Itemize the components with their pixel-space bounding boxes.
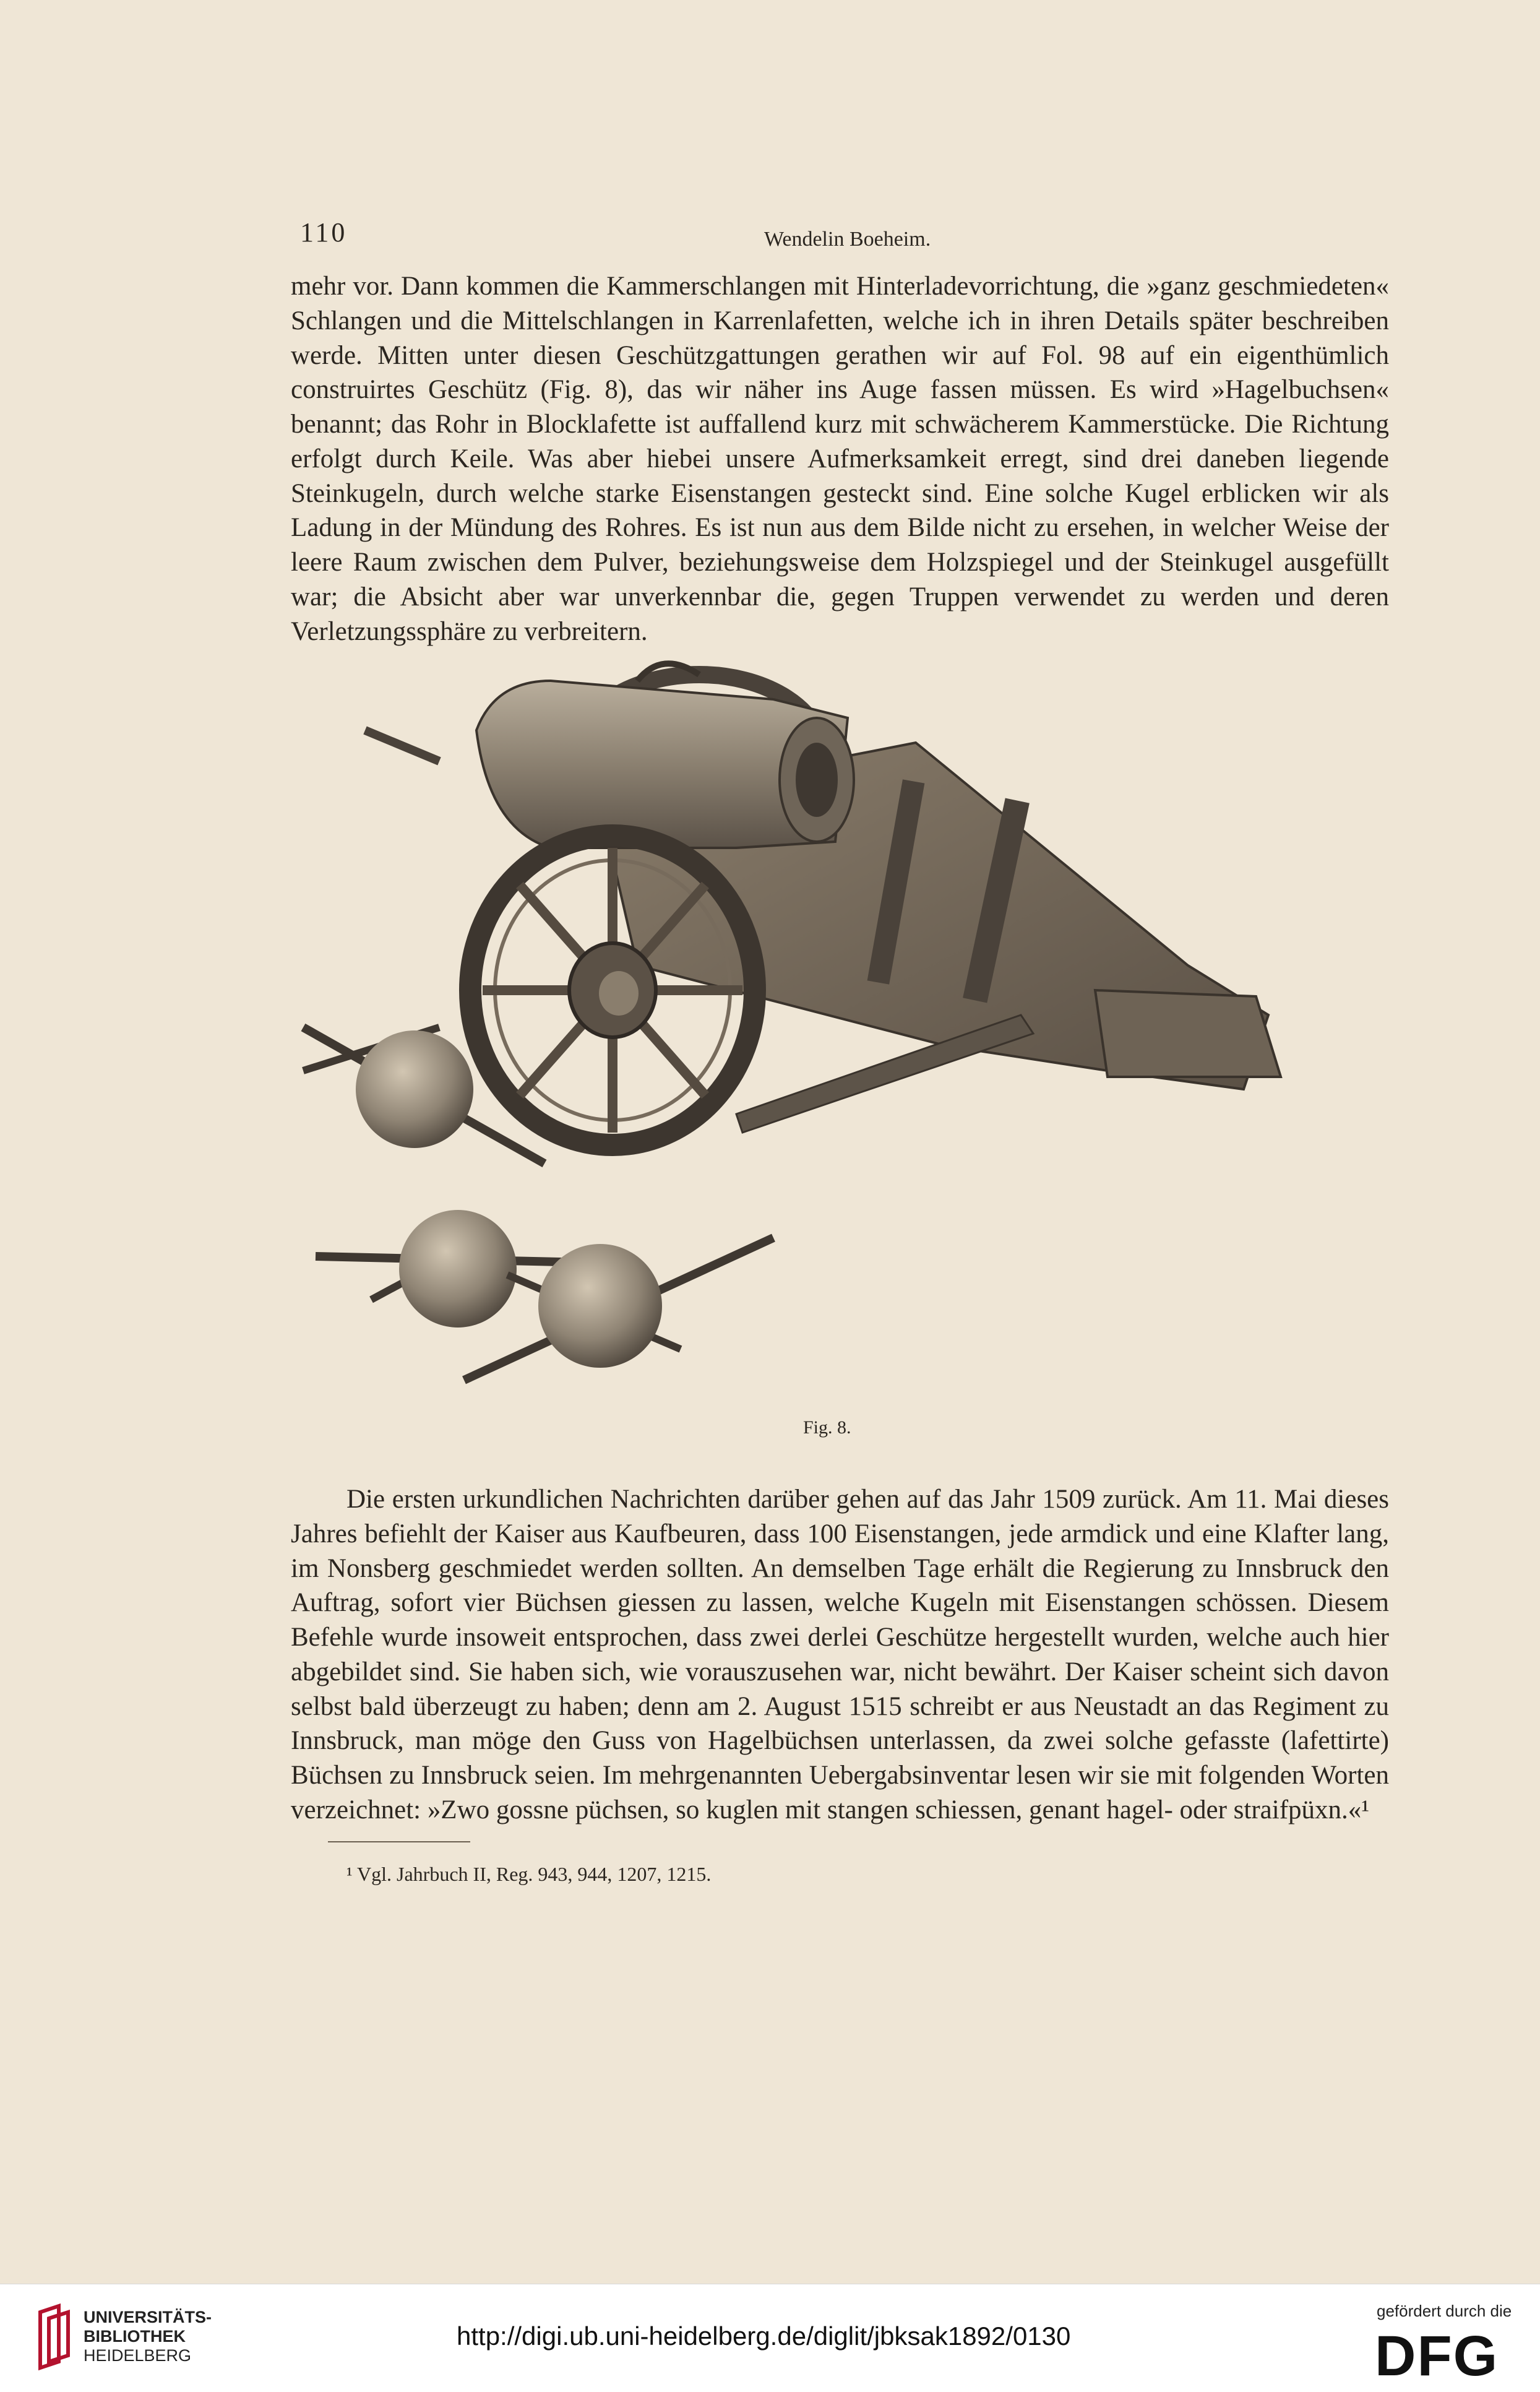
university-library-logo-icon[interactable] <box>34 2303 77 2371</box>
permalink-url[interactable]: http://digi.ub.uni-heidelberg.de/diglit/jbksak1892/0130 <box>457 2321 1071 2351</box>
footnote-rule <box>328 1841 470 1842</box>
dfg-logo[interactable]: DFG <box>1375 2325 1499 2388</box>
footnote: ¹ Vgl. Jahrbuch II, Reg. 943, 944, 1207, 1215. <box>346 1863 712 1885</box>
library-name[interactable] <box>84 2308 212 2365</box>
library-line-1: UNIVERSITÄTS- <box>84 2308 212 2326</box>
paragraph-2: Die ersten urkundlichen Nachrichten darüber gehen auf das Jahr 1509 zurück. Am 11. Mai dieses Jahres befiehlt der Kaiser aus Kaufbeuren, dass 100 Eisenstangen, jede armdick und eine Klafter lang, im Nonsberg geschmiedet werden sollten. An demselben Tage erhält die Regierung zu Innsbruck den Auftrag, sofort vier Büchsen giessen zu lassen, welche Kugeln mit Eisenstangen schössen. Diesem Befehle wurde insoweit entsprochen, dass zwei derlei Geschütze hergestellt wurden, welche auch hier abgebildet sind. Sie haben sich, wie vorauszusehen war, nicht bewährt. Der Kaiser scheint sich davon selbst bald überzeugt zu haben; denn am 2. August 1515 schreibt er aus Neustadt an das Regiment zu Innsbruck, man möge den Guss von Hagelbüchsen unterlassen, da zwei solche gefasste (lafettirte) Büchsen zu Innsbruck seien. Im mehrgenannten Uebergabsinventar lesen wir sie mit folgenden Worten verzeichnet: »Zwo gossne püchsen, so kuglen mit stangen schiessen, genant hagel- oder straifpüxn.«¹ <box>291 1485 1389 1824</box>
library-line-3: HEIDELBERG <box>84 2346 192 2365</box>
page-number: 110 <box>300 217 348 248</box>
front-wheel <box>470 835 755 1145</box>
paragraph-1: mehr vor. Dann kommen die Kammerschlangen mit Hinterladevorrichtung, die »ganz geschmiedeten« Schlangen und die Mittelschlangen in Karrenlafetten, welche ich in ihren Details später beschreiben werde. Mitten unter diesen Geschützgattungen gerathen wir auf Fol. 98 auf ein eigenthümlich construirtes Geschütz (Fig. 8), das wir näher ins Auge fassen müssen. Es wird »Hagelbuchsen« benannt; das Rohr in Blocklafette ist auffallend kurz mit schwächerem Kammerstücke. Die Richtung erfolgt durch Keile. Was aber hiebei unsere Aufmerksamkeit erregt, sind drei daneben liegende Steinkugeln, durch welche starke Eisenstangen gesteckt sind. Eine solche Kugel erblicken wir als Ladung in der Mündung des Rohres. Es ist nun aus dem Bilde nicht zu ersehen, in welcher Weise der leere Raum zwischen dem Pulver, beziehungsweise dem Holzspiegel und der Steinkugel ausgefüllt war; die Absicht aber war unverkennbar die, gegen Truppen verwendet zu werden und deren Verletzungssphäre zu verbreitern. <box>291 272 1389 646</box>
footer-bar <box>0 2284 1540 2392</box>
library-line-2: BIBLIOTHEK <box>84 2327 186 2346</box>
figure-cannon-illustration <box>291 644 1392 1405</box>
figure-caption: Fig. 8. <box>803 1417 851 1438</box>
funding-label: gefördert durch die <box>1377 2302 1512 2320</box>
running-head: Wendelin Boeheim. <box>764 228 931 251</box>
